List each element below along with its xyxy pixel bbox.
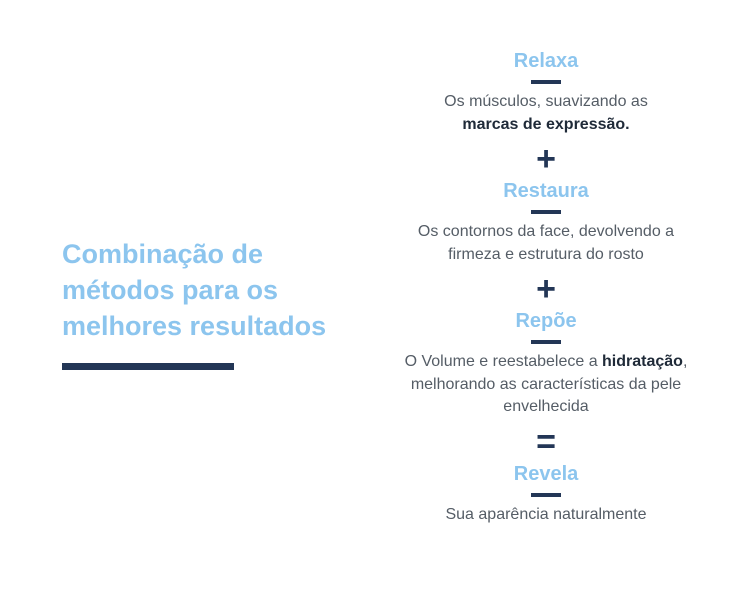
step-title: Revela bbox=[513, 462, 579, 485]
step-divider bbox=[531, 340, 561, 344]
step-title: Restaura bbox=[503, 180, 589, 202]
step-title: Repõe bbox=[515, 310, 577, 332]
headline-block bbox=[62, 236, 382, 370]
step-divider bbox=[531, 80, 561, 84]
page-title-line2: métodos para os bbox=[62, 275, 279, 305]
step-description bbox=[396, 91, 696, 136]
step-text-emphasis: marcas de expressão. bbox=[462, 115, 630, 133]
page-title-line1: Combinação de bbox=[62, 239, 264, 269]
step-repoe bbox=[396, 308, 696, 419]
step-text-line: Os contornos da face, devolvendo a bbox=[417, 223, 675, 240]
step-restaura bbox=[396, 178, 696, 266]
step-title: Relaxa bbox=[513, 50, 579, 72]
step-description bbox=[396, 504, 696, 527]
step-revela bbox=[396, 461, 696, 527]
steps-column bbox=[396, 48, 696, 526]
step-text-line: O Volume e reestabelece a bbox=[404, 353, 603, 370]
step-text-emphasis: hidratação bbox=[602, 353, 683, 370]
plus-operator: + bbox=[536, 140, 556, 178]
equals-operator: = bbox=[536, 422, 556, 461]
headline-underline bbox=[62, 363, 234, 370]
step-text-line: Os músculos, suavizando as bbox=[444, 93, 648, 110]
step-description bbox=[396, 221, 696, 266]
page-title-line3: melhores resultados bbox=[62, 311, 327, 341]
step-text-line: firmeza e estrutura do rosto bbox=[448, 245, 644, 263]
plus-operator: + bbox=[536, 270, 556, 308]
page-title bbox=[62, 236, 382, 344]
step-text-line: envelhecida bbox=[503, 398, 589, 415]
step-description bbox=[396, 351, 696, 419]
step-relaxa bbox=[396, 48, 696, 136]
step-text-line: Sua aparência naturalmente bbox=[445, 505, 647, 523]
step-divider bbox=[531, 493, 561, 497]
step-divider bbox=[531, 210, 561, 214]
step-text-line: melhorando as características da pele bbox=[410, 375, 682, 393]
step-text-punct: , bbox=[682, 353, 688, 370]
